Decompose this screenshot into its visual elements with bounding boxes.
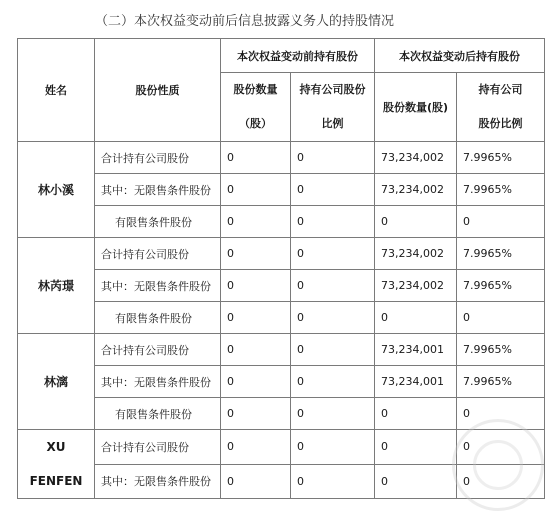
before-qty: 0 [221,142,291,174]
table-row [18,334,545,366]
after-ratio: 7.9965% [457,142,545,174]
holder-name: 林小溪 [18,142,95,238]
after-ratio: 7.9965% [457,334,545,366]
table-row [18,398,545,430]
after-qty: 0 [375,398,457,430]
share-nature: 有限售条件股份 [95,206,221,238]
header-share-nature: 股份性质 [95,39,221,142]
table-row [18,142,545,174]
table-row [18,174,545,206]
table-row [18,206,545,238]
before-qty: 0 [221,366,291,398]
after-ratio: 7.9965% [457,238,545,270]
before-qty: 0 [221,398,291,430]
after-ratio: 0 [457,206,545,238]
watermark-logo [452,419,544,511]
after-ratio: 0 [457,430,545,465]
before-qty: 0 [221,206,291,238]
header-after-ratio-line2: 股份比例 [478,117,523,130]
before-qty: 0 [221,174,291,206]
before-ratio: 0 [291,142,375,174]
before-qty: 0 [221,334,291,366]
share-nature: 合计持有公司股份 [95,238,221,270]
holder-name: 林芮璟 [18,238,95,334]
holder-name: 林漓 [18,334,95,430]
header-after-group: 本次权益变动后持有股份 [375,39,545,73]
holder-name [18,430,95,499]
table-row [18,302,545,334]
share-nature: 合计持有公司股份 [95,142,221,174]
share-nature: 其中：无限售条件股份 [95,366,221,398]
before-ratio: 0 [291,430,375,465]
after-qty: 73,234,002 [375,174,457,206]
share-nature: 有限售条件股份 [95,302,221,334]
after-ratio: 7.9965% [457,270,545,302]
holder-name-line1: XU [46,440,66,454]
table-caption: （二）本次权益变动前后信息披露义务人的持股情况 [95,14,395,29]
after-ratio: 7.9965% [457,174,545,206]
share-nature: 其中：无限售条件股份 [95,270,221,302]
header-before-qty-line1: 股份数量 [233,83,278,96]
before-qty: 0 [221,302,291,334]
header-after-qty: 股份数量(股) [375,73,457,142]
share-nature: 其中：无限售条件股份 [95,464,221,499]
before-ratio: 0 [291,238,375,270]
after-qty: 73,234,002 [375,142,457,174]
header-before-group: 本次权益变动前持有股份 [221,39,375,73]
before-ratio: 0 [291,334,375,366]
header-before-qty [221,73,291,142]
shareholding-table [17,38,545,499]
before-ratio: 0 [291,270,375,302]
before-ratio: 0 [291,398,375,430]
header-after-ratio [457,73,545,142]
header-before-ratio-line2: 比例 [321,117,344,130]
before-ratio: 0 [291,464,375,499]
share-nature: 合计持有公司股份 [95,334,221,366]
after-ratio: 0 [457,398,545,430]
before-ratio: 0 [291,302,375,334]
after-qty: 0 [375,302,457,334]
after-qty: 0 [375,206,457,238]
table-row [18,270,545,302]
before-qty: 0 [221,430,291,465]
after-ratio: 7.9965% [457,366,545,398]
before-ratio: 0 [291,174,375,206]
before-qty: 0 [221,464,291,499]
before-qty: 0 [221,270,291,302]
header-name: 姓名 [18,39,95,142]
after-qty: 73,234,002 [375,238,457,270]
header-after-ratio-line1: 持有公司 [478,83,523,96]
holder-name-line2: FENFEN [29,474,83,488]
share-nature: 其中：无限售条件股份 [95,174,221,206]
share-nature: 合计持有公司股份 [95,430,221,465]
before-ratio: 0 [291,206,375,238]
after-qty: 73,234,001 [375,366,457,398]
table-row [18,366,545,398]
after-qty: 0 [375,464,457,499]
table-row [18,238,545,270]
header-before-qty-line2: （股） [239,117,272,130]
share-nature: 有限售条件股份 [95,398,221,430]
after-qty: 73,234,001 [375,334,457,366]
after-qty: 0 [375,430,457,465]
before-ratio: 0 [291,366,375,398]
after-ratio: 0 [457,302,545,334]
after-qty: 73,234,002 [375,270,457,302]
before-qty: 0 [221,238,291,270]
header-before-ratio [291,73,375,142]
after-ratio: 0 [457,464,545,499]
header-before-ratio-line1: 持有公司股份 [299,83,366,96]
